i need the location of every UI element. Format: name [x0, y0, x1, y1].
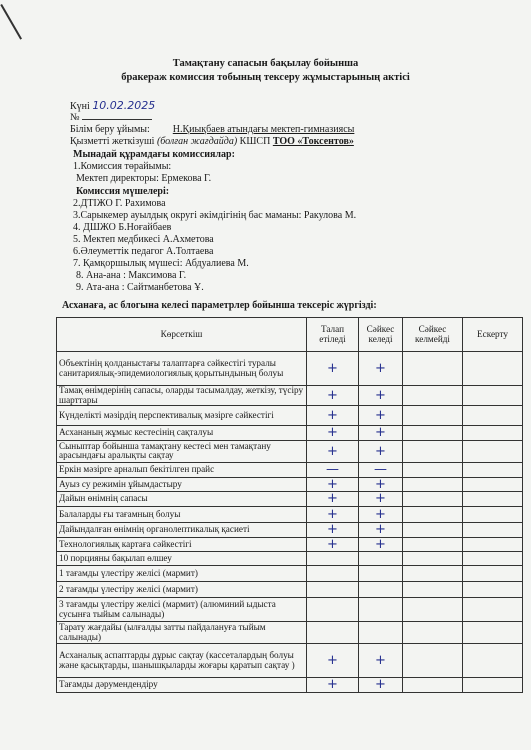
table-row [57, 462, 523, 477]
row-label: Сыныптар бойынша тамақтану кестесі мен тамақтану арасындағы аралықты сақтау [57, 440, 307, 462]
mismatch-cell [403, 522, 463, 537]
row-label: Тамақ өнімдерінің сапасы, оларды тасымалдау, жеткізу, түсіру шарттары [57, 386, 307, 406]
mismatch-cell [403, 644, 463, 678]
table-body [57, 352, 523, 693]
match-mark: — [359, 462, 403, 477]
table-row [57, 406, 523, 426]
required-mark [307, 582, 359, 598]
table-row [57, 492, 523, 507]
note-cell [463, 506, 523, 522]
note-cell [463, 426, 523, 441]
table-row [57, 566, 523, 582]
table-row [57, 644, 523, 678]
col-match: Сәйкес келеді [359, 318, 403, 352]
title-line-1: Тамақтану сапасын бақылау бойынша [172, 58, 359, 69]
required-mark: + [307, 477, 359, 492]
table-header-row [57, 318, 523, 352]
note-cell [463, 477, 523, 492]
mismatch-cell [403, 462, 463, 477]
note-cell [463, 622, 523, 644]
member-2: 3.Сарыкемер ауылдық округі әкімдігінің бас маманы: Ракулова М. [73, 210, 357, 221]
mismatch-cell [403, 566, 463, 582]
row-label: 10 порцияны бақылап өлшеу [57, 552, 307, 566]
table-row [57, 598, 523, 622]
required-mark: + [307, 352, 359, 386]
mismatch-cell [403, 406, 463, 426]
number-label: № [70, 112, 80, 123]
mismatch-cell [403, 598, 463, 622]
mismatch-cell [403, 678, 463, 693]
match-mark: + [359, 522, 403, 537]
row-label: Объектінің қолданыстағы талаптарға сәйкестігі туралы санитариялық-эпидемиологиялық қорытындының болуы [57, 352, 307, 386]
row-label: 1 тағамды үлестіру желісі (мармит) [57, 566, 307, 582]
col-mismatch: Сәйкес келмейді [403, 318, 463, 352]
required-mark [307, 622, 359, 644]
row-label: Тарату жағдайы (ылғалды затты пайдалануға тыйым салынады) [57, 622, 307, 644]
row-label: Асханалық аспаптарды дұрыс сақтау (кассеталардың болуы және қасықтарды, шанышқыларды жоғары қаратып сақтау ) [57, 644, 307, 678]
match-mark [359, 582, 403, 598]
required-mark [307, 566, 359, 582]
date-value: 10.02.2025 [92, 99, 156, 112]
col-indicator: Көрсеткіш [57, 318, 307, 352]
required-mark: + [307, 506, 359, 522]
table-row [57, 477, 523, 492]
chair-line: Мектеп директоры: Ермекова Г. [76, 173, 212, 184]
row-label: Дайындалған өнімнің органолептикалық қасиеті [57, 522, 307, 537]
required-mark [307, 598, 359, 622]
member-3: 4. ДШЖО Б.Ноғайбаев [73, 222, 172, 233]
mismatch-cell [403, 492, 463, 507]
member-1: 2.ДТІЖО Г. Рахимова [73, 198, 166, 209]
match-mark: + [359, 406, 403, 426]
table-row [57, 522, 523, 537]
corner-mark [0, 4, 22, 40]
edu-label: Білім беру ұйымы: [70, 124, 150, 135]
mismatch-cell [403, 537, 463, 552]
mismatch-cell [403, 386, 463, 406]
inspection-table [56, 317, 523, 693]
note-cell [463, 522, 523, 537]
note-cell [463, 406, 523, 426]
note-cell [463, 552, 523, 566]
required-mark: + [307, 678, 359, 693]
edu-row [70, 124, 354, 135]
row-label: Асхананың жұмыс кестесінің сақталуы [57, 426, 307, 441]
member-4: 5. Мектеп медбикесі А.Ахметова [73, 234, 214, 245]
required-mark: + [307, 537, 359, 552]
mismatch-cell [403, 552, 463, 566]
note-cell [463, 582, 523, 598]
mismatch-cell [403, 582, 463, 598]
note-cell [463, 462, 523, 477]
table-row [57, 537, 523, 552]
row-label: Дайын өнімнің сапасы [57, 492, 307, 507]
mismatch-cell [403, 477, 463, 492]
match-mark [359, 622, 403, 644]
provider-label: Қызметті жеткізуші [70, 136, 155, 147]
table-row [57, 582, 523, 598]
member-5: 6.Әлеуметтік педагог А.Толтаева [73, 246, 214, 257]
table-row [57, 352, 523, 386]
mismatch-cell [403, 426, 463, 441]
table-row [57, 440, 523, 462]
mismatch-cell [403, 622, 463, 644]
mismatch-cell [403, 352, 463, 386]
mismatch-cell [403, 506, 463, 522]
note-cell [463, 537, 523, 552]
match-mark: + [359, 477, 403, 492]
commission-label: Мынадай құрамдағы комиссиялар: [73, 149, 235, 160]
row-label: Технологиялық картаға сәйкестігі [57, 537, 307, 552]
row-label: Күнделікті мәзірдің перспективалық мәзірге сәйкестігі [57, 406, 307, 426]
chair-label: 1.Комиссия төрайымы: [73, 161, 172, 172]
required-mark [307, 552, 359, 566]
col-required: Талап етіледі [307, 318, 359, 352]
required-mark: + [307, 440, 359, 462]
match-mark: + [359, 386, 403, 406]
row-label: Ауыз су режимін ұйымдастыру [57, 477, 307, 492]
table-row [57, 552, 523, 566]
match-mark: + [359, 644, 403, 678]
row-label: 2 тағамды үлестіру желісі (мармит) [57, 582, 307, 598]
required-mark: + [307, 492, 359, 507]
match-mark [359, 598, 403, 622]
row-label: Еркін мәзірге арналып бекітілген прайс [57, 462, 307, 477]
table-row [57, 622, 523, 644]
intro-text: Асханаға, ас блогына келесі параметрлер бойынша тексеріс жүргізді: [62, 300, 377, 311]
number-row [70, 112, 152, 123]
table-row [57, 678, 523, 693]
note-cell [463, 644, 523, 678]
required-mark: + [307, 426, 359, 441]
note-cell [463, 440, 523, 462]
note-cell [463, 352, 523, 386]
required-mark: — [307, 462, 359, 477]
match-mark: + [359, 678, 403, 693]
match-mark: + [359, 537, 403, 552]
match-mark [359, 566, 403, 582]
table-row [57, 506, 523, 522]
match-mark: + [359, 506, 403, 522]
match-mark: + [359, 492, 403, 507]
match-mark: + [359, 440, 403, 462]
table-row [57, 426, 523, 441]
provider-value: ТОО «Токсентов» [272, 136, 354, 147]
members-label: Комиссия мүшелері: [76, 186, 170, 197]
note-cell [463, 492, 523, 507]
note-cell [463, 598, 523, 622]
member-8: 9. Ата-ана : Сайтманбетова Ұ. [76, 282, 204, 293]
match-mark: + [359, 426, 403, 441]
provider-row [70, 136, 354, 147]
table-row [57, 386, 523, 406]
required-mark: + [307, 522, 359, 537]
date-row [70, 99, 155, 112]
mismatch-cell [403, 440, 463, 462]
edu-value: Н.Қиықбаев атындағы мектеп-гимназиясы [172, 124, 355, 135]
provider-note: (болған жағдайда) [156, 136, 238, 147]
match-mark: + [359, 352, 403, 386]
note-cell [463, 386, 523, 406]
provider-ksp: КШСП [239, 136, 271, 147]
date-label: Күні [70, 101, 90, 112]
required-mark: + [307, 406, 359, 426]
row-label: Тағамды дәрумендендіру [57, 678, 307, 693]
number-blank [82, 119, 152, 120]
row-label: Балаларды ғы тағамның болуы [57, 506, 307, 522]
required-mark: + [307, 644, 359, 678]
note-cell [463, 678, 523, 693]
member-6: 7. Қамқоршылық мүшесі: Абдуалиева М. [73, 258, 249, 269]
note-cell [463, 566, 523, 582]
member-7: 8. Ана-ана : Максимова Г. [76, 270, 187, 281]
match-mark [359, 552, 403, 566]
title-line-2: бракераж комиссия тобының тексеру жұмыстарының актісі [121, 72, 410, 83]
required-mark: + [307, 386, 359, 406]
row-label: 3 тағамды үлестіру желісі (мармит) (алюминий ыдыста сусынға тыйым салынады) [57, 598, 307, 622]
col-note: Ескерту [463, 318, 523, 352]
